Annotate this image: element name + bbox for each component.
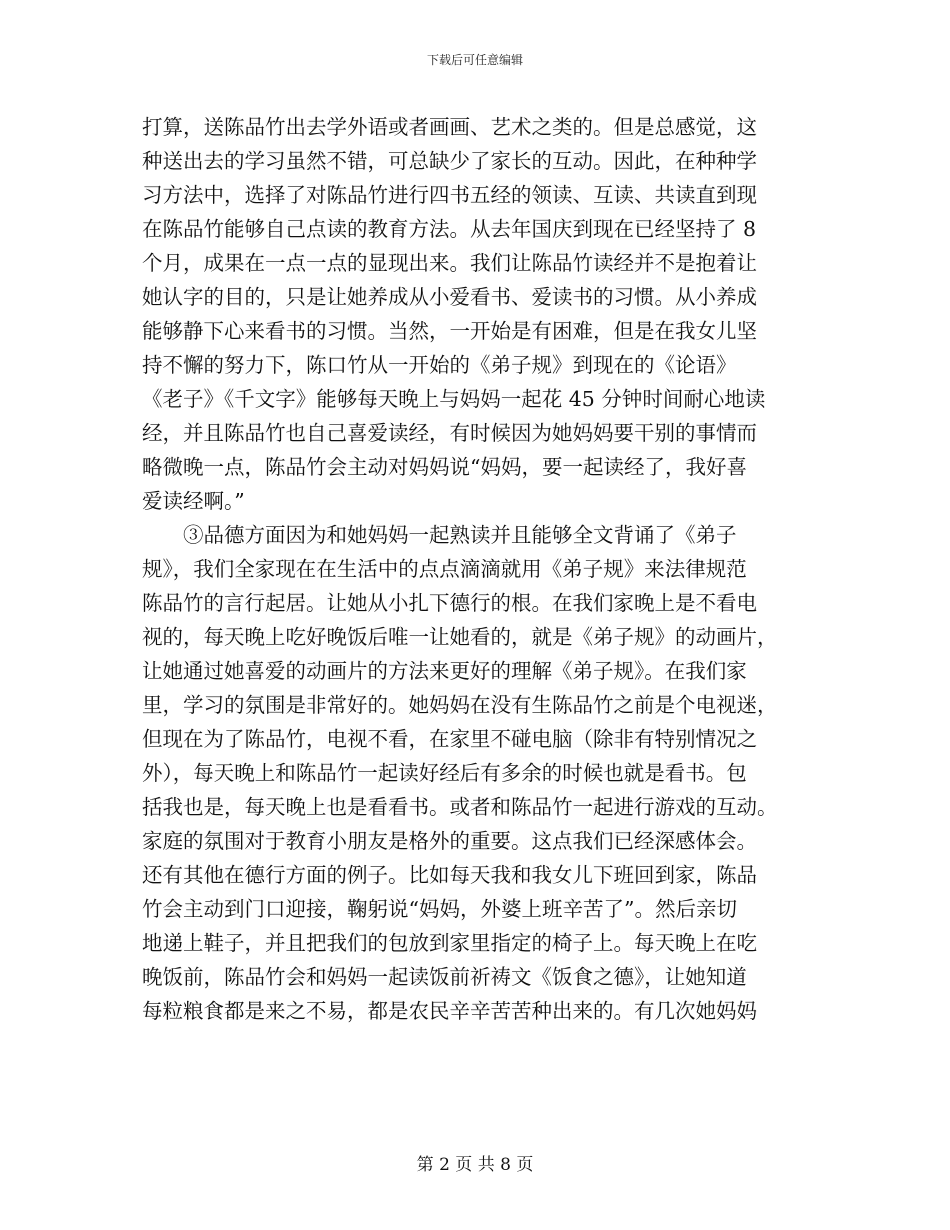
text-line: 括我也是，每天晚上也是看看书。或者和陈品竹一起进行游戏的互动。 <box>142 795 778 819</box>
text-line: 外），每天晚上和陈品竹一起读好经后有多余的时候也就是看书。包 <box>142 761 747 785</box>
text-line: 略微晚一点，陈品竹会主动对妈妈说“妈妈，要一起读经了，我好喜 <box>142 455 747 479</box>
text-line: 在陈品竹能够自己点读的教育方法。从去年国庆到现在已经坚持了 8 <box>142 217 757 241</box>
page-number-footer: 第 2 页 共 8 页 <box>416 1155 534 1175</box>
text-line: 陈品竹的言行起居。让她从小扎下德行的根。在我们家晚上是不看电 <box>142 591 757 615</box>
text-line: 家庭的氛围对于教育小朋友是格外的重要。这点我们已经深感体会。 <box>142 829 757 853</box>
text-line: 地递上鞋子，并且把我们的包放到家里指定的椅子上。每天晚上在吃 <box>142 931 757 955</box>
text-line: 竹会主动到门口迎接，鞠躬说“妈妈，外婆上班辛苦了”。然后亲切 <box>142 897 737 921</box>
text-line: 但现在为了陈品竹，电视不看，在家里不碰电脑（除非有特别情况之 <box>142 727 757 751</box>
text-line: 她认字的目的，只是让她养成从小爱看书、爱读书的习惯。从小养成 <box>142 285 757 309</box>
text-line: 里，学习的氛围是非常好的。她妈妈在没有生陈品竹之前是个电视迷， <box>142 693 778 717</box>
paragraph-start-line: ③品德方面因为和她妈妈一起熟读并且能够全文背诵了《弟子 <box>142 523 737 547</box>
text-line: 规》，我们全家现在在生活中的点点滴滴就用《弟子规》来法律规范 <box>142 557 747 581</box>
text-line: 经，并且陈品竹也自己喜爱读经，有时候因为她妈妈要干别的事情而 <box>142 421 757 445</box>
text-line: 还有其他在德行方面的例子。比如每天我和我女儿下班回到家，陈品 <box>142 863 757 887</box>
text-line: 晚饭前，陈品竹会和妈妈一起读饭前祈祷文《饭食之德》，让她知道 <box>142 965 747 989</box>
text-line: 种送出去的学习虽然不错，可总缺少了家长的互动。因此，在种种学 <box>142 149 757 173</box>
text-line: 打算，送陈品竹出去学外语或者画画、艺术之类的。但是总感觉，这 <box>142 115 757 139</box>
text-line: 爱读经啊。” <box>142 489 245 513</box>
text-line: 《老子》《千文字》能够每天晚上与妈妈一起花 45 分钟时间耐心地读 <box>142 387 766 411</box>
text-line: 视的，每天晚上吃好晚饭后唯一让她看的，就是《弟子规》的动画片， <box>142 625 778 649</box>
text-line: 个月，成果在一点一点的显现出来。我们让陈品竹读经并不是抱着让 <box>142 251 757 275</box>
document-body <box>142 110 802 1028</box>
text-line: 习方法中，选择了对陈品竹进行四书五经的领读、互读、共读直到现 <box>142 183 757 207</box>
text-line: 让她通过她喜爱的动画片的方法来更好的理解《弟子规》。在我们家 <box>142 659 747 683</box>
text-line: 每粒粮食都是来之不易，都是农民辛辛苦苦种出来的。有几次她妈妈 <box>142 999 757 1023</box>
page-header: 下载后可任意编辑 <box>426 53 523 67</box>
text-line: 能够静下心来看书的习惯。当然，一开始是有困难，但是在我女儿坚 <box>142 319 757 343</box>
text-line: 持不懈的努力下，陈口竹从一开始的《弟子规》到现在的《论语》 <box>142 353 737 377</box>
